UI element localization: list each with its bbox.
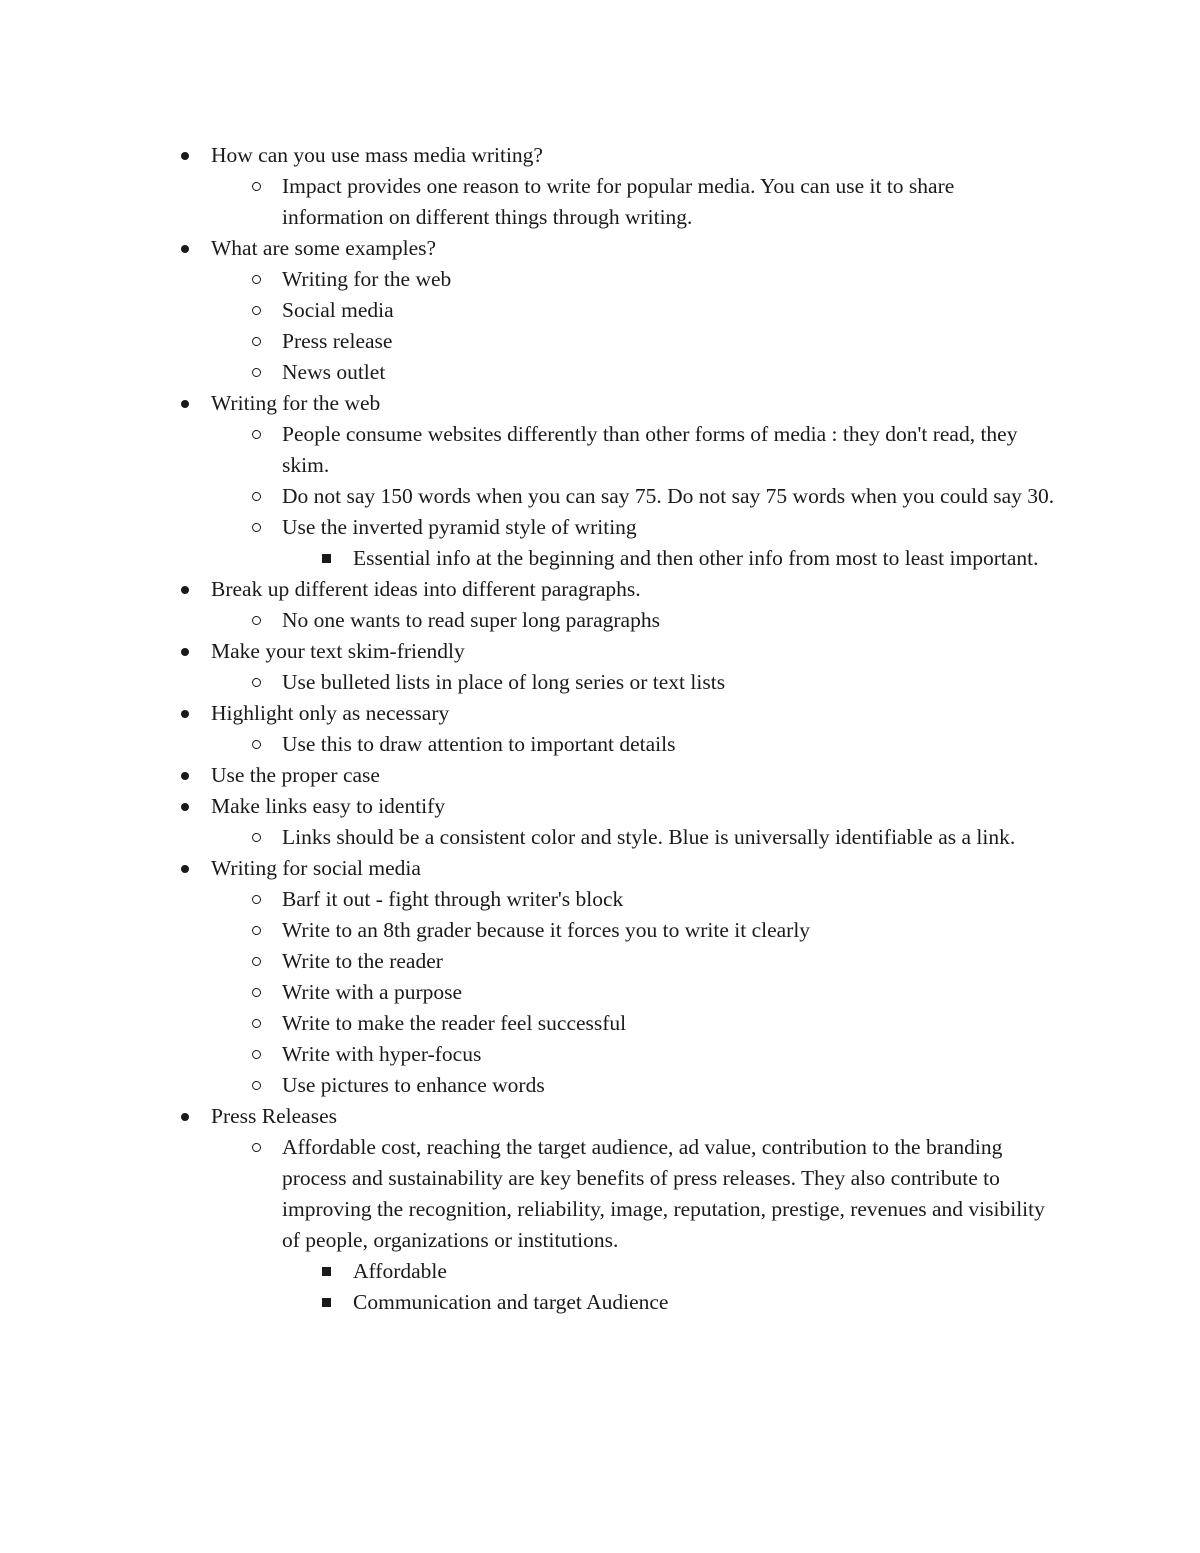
outline-item-text: Write to the reader <box>282 949 443 973</box>
outline-item-level-1 <box>0 388 1061 419</box>
outline-item-text: Write to an 8th grader because it forces you to write it clearly <box>282 918 811 942</box>
outline-item-level-1 <box>0 636 1061 667</box>
outline-item-text: Links should be a consistent color and style. Blue is universally identifiable as a link. <box>282 825 1016 849</box>
hollow-bullet-icon <box>249 1008 263 1039</box>
outline-item-text: Break up different ideas into different paragraphs. <box>211 577 641 601</box>
hollow-bullet-icon <box>249 481 263 512</box>
hollow-bullet-icon <box>249 946 263 977</box>
outline-item-text: Affordable <box>353 1259 447 1283</box>
outline-item-text: Use the inverted pyramid style of writing <box>282 515 637 539</box>
hollow-bullet-icon <box>249 295 263 326</box>
outline-item-text: What are some examples? <box>211 236 437 260</box>
outline-item-level-2 <box>0 481 1061 512</box>
outline-item-level-2 <box>0 357 1061 388</box>
hollow-bullet-icon <box>249 667 263 698</box>
outline-item-level-2 <box>0 171 1061 233</box>
outline-item-text: Use this to draw attention to important details <box>282 732 676 756</box>
filled-bullet-icon <box>178 636 192 667</box>
hollow-bullet-icon <box>249 419 263 450</box>
outline-item-level-1 <box>0 1101 1061 1132</box>
outline-item-text: Writing for the web <box>211 391 381 415</box>
outline-item-text: Use bulleted lists in place of long series or text lists <box>282 670 726 694</box>
hollow-bullet-icon <box>249 884 263 915</box>
outline-item-text: Use the proper case <box>211 763 380 787</box>
outline-item-text: Write with a purpose <box>282 980 463 1004</box>
filled-bullet-icon <box>178 388 192 419</box>
hollow-bullet-icon <box>249 1132 263 1163</box>
outline-item-text: Impact provides one reason to write for popular media. You can use it to share information on different things through writing. <box>282 174 955 229</box>
outline-item-level-2 <box>0 822 1061 853</box>
filled-bullet-icon <box>178 853 192 884</box>
outline-item-level-1 <box>0 233 1061 264</box>
hollow-bullet-icon <box>249 1070 263 1101</box>
outline-item-level-2 <box>0 915 1061 946</box>
outline-item-text: Affordable cost, reaching the target audience, ad value, contribution to the branding process and sustainability are key benefits of press releases. They also contribute to improving the recognition, reliability, image, reputation, prestige, revenues and visibility of people, organizations or institutions. <box>282 1135 1045 1252</box>
outline-item-text: Writing for the web <box>282 267 452 291</box>
hollow-bullet-icon <box>249 977 263 1008</box>
outline-item-level-3 <box>0 543 1061 574</box>
outline-item-text: Highlight only as necessary <box>211 701 450 725</box>
square-bullet-icon <box>319 1256 333 1287</box>
outline-item-text: Essential info at the beginning and then other info from most to least important. <box>353 546 1039 570</box>
outline-item-text: Do not say 150 words when you can say 75. Do not say 75 words when you could say 30. <box>282 484 1055 508</box>
outline-item-level-2 <box>0 264 1061 295</box>
outline-item-text: Make links easy to identify <box>211 794 446 818</box>
outline-item-text: No one wants to read super long paragraphs <box>282 608 660 632</box>
outline-item-level-2 <box>0 729 1061 760</box>
outline-item-level-3 <box>0 1256 1061 1287</box>
bullet-outline <box>0 140 1200 1318</box>
filled-bullet-icon <box>178 791 192 822</box>
filled-bullet-icon <box>178 1101 192 1132</box>
outline-item-text: Communication and target Audience <box>353 1290 669 1314</box>
outline-item-text: People consume websites differently than other forms of media : they don't read, they skim. <box>282 422 1018 477</box>
square-bullet-icon <box>319 1287 333 1318</box>
hollow-bullet-icon <box>249 729 263 760</box>
outline-item-level-2 <box>0 1008 1061 1039</box>
outline-item-level-1 <box>0 791 1061 822</box>
outline-item-level-1 <box>0 140 1061 171</box>
hollow-bullet-icon <box>249 264 263 295</box>
square-bullet-icon <box>319 543 333 574</box>
hollow-bullet-icon <box>249 171 263 202</box>
outline-item-level-2 <box>0 326 1061 357</box>
outline-item-text: Press Releases <box>211 1104 337 1128</box>
outline-item-level-2 <box>0 884 1061 915</box>
document-page <box>0 140 1200 1318</box>
outline-item-level-3 <box>0 1287 1061 1318</box>
hollow-bullet-icon <box>249 915 263 946</box>
outline-item-text: News outlet <box>282 360 386 384</box>
outline-item-level-2 <box>0 512 1061 543</box>
outline-item-text: Barf it out - fight through writer's block <box>282 887 624 911</box>
outline-item-text: Make your text skim-friendly <box>211 639 465 663</box>
hollow-bullet-icon <box>249 605 263 636</box>
outline-item-text: Press release <box>282 329 393 353</box>
hollow-bullet-icon <box>249 326 263 357</box>
filled-bullet-icon <box>178 698 192 729</box>
outline-item-level-2 <box>0 946 1061 977</box>
filled-bullet-icon <box>178 140 192 171</box>
hollow-bullet-icon <box>249 512 263 543</box>
outline-item-level-1 <box>0 698 1061 729</box>
outline-item-level-2 <box>0 1132 1061 1256</box>
outline-item-text: Write to make the reader feel successful <box>282 1011 627 1035</box>
outline-item-level-1 <box>0 760 1061 791</box>
hollow-bullet-icon <box>249 822 263 853</box>
outline-item-level-2 <box>0 605 1061 636</box>
outline-item-text: Write with hyper-focus <box>282 1042 482 1066</box>
hollow-bullet-icon <box>249 1039 263 1070</box>
outline-item-level-2 <box>0 1039 1061 1070</box>
outline-item-text: Social media <box>282 298 394 322</box>
outline-item-level-2 <box>0 1070 1061 1101</box>
outline-item-level-2 <box>0 667 1061 698</box>
outline-item-level-1 <box>0 853 1061 884</box>
outline-item-text: How can you use mass media writing? <box>211 143 543 167</box>
filled-bullet-icon <box>178 760 192 791</box>
outline-item-level-2 <box>0 295 1061 326</box>
filled-bullet-icon <box>178 574 192 605</box>
outline-item-level-1 <box>0 574 1061 605</box>
outline-item-level-2 <box>0 977 1061 1008</box>
outline-item-level-2 <box>0 419 1061 481</box>
outline-item-text: Writing for social media <box>211 856 421 880</box>
filled-bullet-icon <box>178 233 192 264</box>
hollow-bullet-icon <box>249 357 263 388</box>
outline-item-text: Use pictures to enhance words <box>282 1073 545 1097</box>
